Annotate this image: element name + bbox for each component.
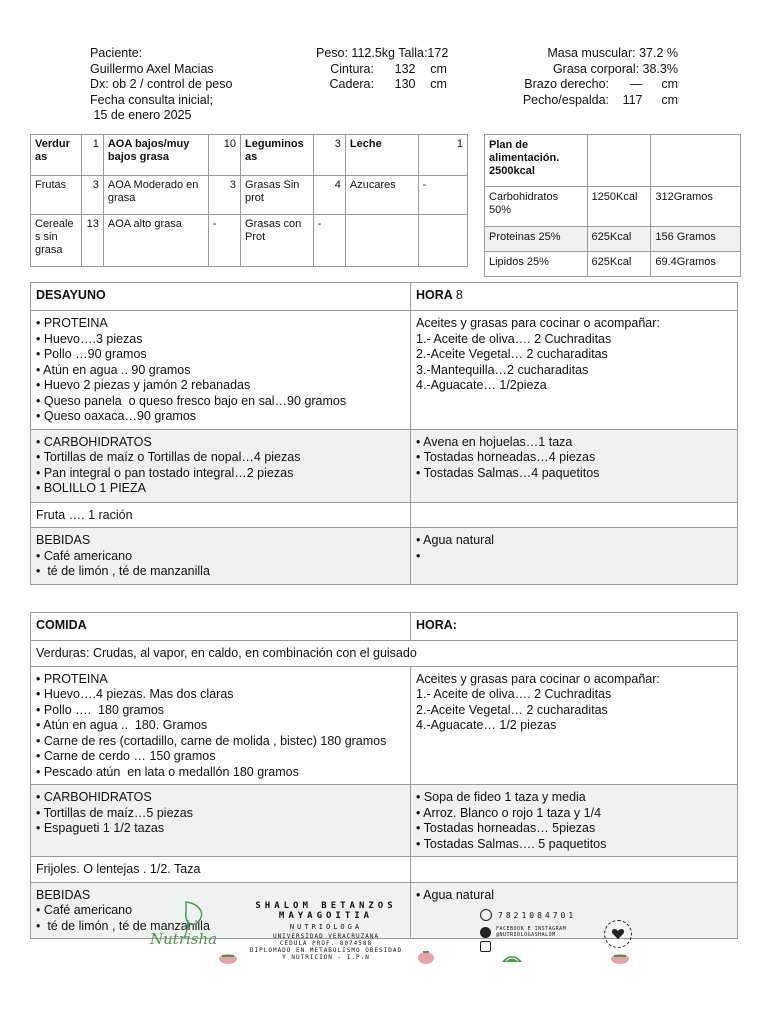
food-groups-row bbox=[31, 135, 468, 176]
group-count: 3 bbox=[208, 176, 240, 215]
plan-empty-cell bbox=[651, 135, 741, 187]
group-name: AOA Moderado en grasa bbox=[103, 176, 208, 215]
social-text bbox=[496, 926, 566, 938]
list-item: • Huevo….4 piezas. Mas dos claras bbox=[36, 687, 234, 701]
weight-height: Peso: 112.5kg Talla:172 bbox=[316, 46, 449, 60]
lunch-protein-row bbox=[31, 666, 738, 785]
list-item: • CARBOHIDRATOS bbox=[36, 790, 152, 804]
macro-grams: 69.4Gramos bbox=[651, 252, 741, 277]
diagnosis: Dx: ob 2 / control de peso bbox=[90, 77, 233, 91]
empty-cell bbox=[411, 857, 738, 883]
group-name: Leguminos as bbox=[241, 135, 314, 176]
body-measures bbox=[316, 46, 456, 93]
group-name: Grasas con Prot bbox=[241, 215, 314, 267]
breakfast-water-list bbox=[411, 528, 738, 585]
list-item: • Sopa de fideo 1 taza y media bbox=[416, 790, 586, 804]
macro-grams: 156 Gramos bbox=[651, 227, 741, 252]
group-name: AOA alto grasa bbox=[103, 215, 208, 267]
macro-name: Carbohidratos 50% bbox=[485, 187, 588, 227]
waist-value: 132 bbox=[394, 61, 416, 76]
nutrition-logo bbox=[148, 898, 218, 960]
chest-row bbox=[498, 93, 678, 109]
arm-unit: cm bbox=[661, 77, 678, 91]
list-item: • BOLILLO 1 PIEZA bbox=[36, 481, 146, 495]
list-item: • Café americano bbox=[36, 903, 133, 917]
list-item: • Pescado atún en lata o medallón 180 gramos bbox=[36, 764, 299, 779]
food-groups-row bbox=[31, 176, 468, 215]
breakfast-time bbox=[411, 283, 738, 311]
lunch-water: • Agua natural bbox=[411, 882, 738, 939]
body-composition bbox=[498, 46, 678, 108]
group-count: 3 bbox=[82, 176, 103, 215]
breakfast-protein-list bbox=[31, 311, 411, 430]
lunch-beans: Frijoles. O lentejas . 1/2. Taza bbox=[31, 857, 411, 883]
waist-unit: cm bbox=[430, 61, 447, 76]
breakfast-time-label: HORA bbox=[416, 288, 453, 302]
list-item: • Huevo 2 piezas y jamón 2 rebanadas bbox=[36, 378, 251, 392]
list-item: 2.-Aceite Vegetal… 2 cucharaditas bbox=[416, 702, 608, 717]
lunch-beans-row bbox=[31, 857, 738, 883]
breakfast-carbs-row bbox=[31, 429, 738, 502]
facebook-icon bbox=[480, 927, 491, 938]
macro-name: Proteinas 25% bbox=[485, 227, 588, 252]
list-item: • Tostadas Salmas…. 5 paquetitos bbox=[416, 836, 607, 851]
group-count: 1 bbox=[418, 135, 468, 176]
list-item: • PROTEINA bbox=[36, 316, 108, 330]
group-count bbox=[418, 215, 468, 267]
lunch-vegetables: Verduras: Crudas, al vapor, en caldo, en combinación con el guisado bbox=[31, 641, 738, 667]
social-label: FACEBOOK E INSTAGRAM bbox=[496, 926, 567, 932]
group-count: 3 bbox=[313, 135, 345, 176]
list-item: Aceites y grasas para cocinar o acompañar: bbox=[416, 671, 660, 686]
lunch-carbs-row bbox=[31, 785, 738, 857]
list-item: • Espagueti 1 1/2 tazas bbox=[36, 821, 165, 835]
fruit-decoration-icon bbox=[500, 952, 524, 964]
fruit-decoration-icon bbox=[608, 950, 632, 964]
hip-row bbox=[316, 77, 456, 93]
list-item: BEBIDAS bbox=[36, 533, 91, 547]
list-item: • Tortillas de maíz o Tortillas de nopal…4 piezas bbox=[36, 450, 301, 464]
food-groups-row bbox=[31, 215, 468, 267]
heart-icon bbox=[605, 921, 631, 947]
diploma-line-2: Y NUTRICION - I.P.N bbox=[282, 954, 370, 961]
list-item: • Tostadas horneadas… 5piezas bbox=[416, 821, 596, 835]
breakfast-protein-row bbox=[31, 311, 738, 430]
hip-value: 130 bbox=[394, 77, 416, 91]
list-item: • Agua natural bbox=[416, 533, 495, 547]
list-item: Aceites y grasas para cocinar o acompañar: bbox=[416, 316, 660, 330]
lunch-table bbox=[30, 612, 738, 939]
nutritionist-profession: NUTRIOLOGA bbox=[289, 923, 363, 931]
arm-label: Brazo derecho: bbox=[524, 77, 610, 91]
plan-header-row bbox=[485, 135, 741, 187]
breakfast-drinks-list bbox=[31, 528, 411, 585]
patient-name: Guillermo Axel Macias bbox=[90, 61, 214, 76]
muscle-mass: Masa muscular: 37.2 % bbox=[547, 46, 678, 60]
macro-kcal: 625Kcal bbox=[587, 227, 651, 252]
social-handle: @NUTRIOLOGASHALOM bbox=[496, 932, 556, 938]
lunch-time-label: HORA: bbox=[411, 613, 738, 641]
list-item: • Tostadas horneadas…4 piezas bbox=[416, 450, 596, 464]
breakfast-carbs-list bbox=[31, 429, 411, 502]
group-count: - bbox=[208, 215, 240, 267]
waist-row bbox=[316, 62, 456, 78]
diploma: DIPLOMADO EN METABOLISMO OBESIDAD bbox=[249, 947, 403, 954]
leaf-logo-icon bbox=[148, 898, 218, 960]
breakfast-title: DESAYUNO bbox=[31, 283, 411, 311]
whatsapp-icon bbox=[480, 909, 492, 921]
group-name: AOA bajos/muy bajos grasa bbox=[103, 135, 208, 176]
group-count: - bbox=[313, 215, 345, 267]
empty-cell bbox=[411, 502, 738, 528]
breakfast-drinks-row bbox=[31, 528, 738, 585]
list-item: • CARBOHIDRATOS bbox=[36, 434, 152, 449]
breakfast-fruit-row bbox=[31, 502, 738, 528]
logo-text: Nutrishal bbox=[150, 930, 218, 948]
list-item: • Carne de cerdo … 150 gramos bbox=[36, 749, 216, 763]
list-item: 1.- Aceite de oliva…. 2 Cuchraditas bbox=[416, 687, 612, 701]
group-count: 1 bbox=[82, 135, 103, 176]
chest-unit: cm bbox=[661, 92, 678, 107]
group-name: Cereale s sin grasa bbox=[31, 215, 82, 267]
plan-row bbox=[485, 187, 741, 227]
nutritionist-info bbox=[222, 901, 430, 961]
list-item: • Arroz. Blanco o rojo 1 taza y 1/4 bbox=[416, 805, 602, 820]
list-item: • Queso panela o queso fresco bajo en sal…90 gramos bbox=[36, 393, 347, 408]
list-item: • Café americano bbox=[36, 548, 133, 563]
plan-empty-cell bbox=[587, 135, 651, 187]
lunch-protein-list bbox=[31, 666, 411, 785]
phone-number: 7821084701 bbox=[498, 910, 577, 920]
plan-row bbox=[485, 227, 741, 252]
group-count: - bbox=[418, 176, 468, 215]
list-item: 2.-Aceite Vegetal… 2 cucharaditas bbox=[416, 347, 608, 361]
list-item: 1.- Aceite de oliva…. 2 Cuchraditas bbox=[416, 331, 612, 346]
fruit-decoration-icon bbox=[414, 948, 438, 964]
group-name: Leche bbox=[345, 135, 418, 176]
list-item: • té de limón , té de manzanilla bbox=[36, 564, 210, 578]
list-item: 3.-Mantequilla…2 cucharaditas bbox=[416, 362, 589, 377]
list-item: BEBIDAS bbox=[36, 887, 91, 902]
list-item: 4.-Aguacate… 1/2 piezas bbox=[416, 718, 557, 732]
list-item: • Atún en agua .. 180. Gramos bbox=[36, 718, 208, 732]
arm-row bbox=[498, 77, 678, 93]
macro-kcal: 625Kcal bbox=[587, 252, 651, 277]
hip-label: Cadera: bbox=[329, 77, 374, 91]
nutritionist-name: SHALOM BETANZOS MAYAGOITIA bbox=[255, 901, 397, 921]
group-name: Verdur as bbox=[31, 135, 82, 176]
list-item: • Queso oaxaca…90 gramos bbox=[36, 409, 197, 423]
hip-unit: cm bbox=[430, 77, 447, 91]
plan-table bbox=[484, 134, 741, 277]
lunch-carb-options bbox=[411, 785, 738, 857]
group-name: Grasas Sin prot bbox=[241, 176, 314, 215]
list-item: • té de limón , té de manzanilla bbox=[36, 918, 210, 933]
list-item: • bbox=[416, 548, 421, 563]
arm-value: — bbox=[630, 77, 643, 91]
breakfast-fats-list bbox=[411, 311, 738, 430]
lunch-title: COMIDA bbox=[31, 613, 411, 641]
group-name: Azucares bbox=[345, 176, 418, 215]
breakfast-time-value: 8 bbox=[455, 288, 463, 302]
chest-label: Pecho/espalda: bbox=[522, 92, 610, 107]
list-item: 4.-Aguacate… 1/2pieza bbox=[416, 378, 547, 392]
group-count: 13 bbox=[82, 215, 103, 267]
list-item: • Atún en agua .. 90 gramos bbox=[36, 362, 191, 377]
breakfast-header bbox=[31, 283, 738, 311]
list-item: • Pollo …. 180 gramos bbox=[36, 702, 165, 717]
fruit-decoration-icon bbox=[216, 950, 240, 964]
chest-value: 117 bbox=[622, 92, 643, 107]
group-name: Frutas bbox=[31, 176, 82, 215]
instagram-icon bbox=[480, 941, 491, 952]
phone-row bbox=[480, 908, 630, 922]
patient-label: Paciente: bbox=[90, 46, 143, 60]
group-count: 10 bbox=[208, 135, 240, 176]
body-fat: Grasa corporal: 38.3% bbox=[552, 61, 678, 76]
macro-kcal: 1250Kcal bbox=[587, 187, 651, 227]
breakfast-table bbox=[30, 282, 738, 585]
plan-row bbox=[485, 252, 741, 277]
university: UNIVERSIDAD VERACRUZANA bbox=[272, 933, 380, 940]
consult-date: 15 de enero 2025 bbox=[90, 108, 192, 122]
plan-title: Plan de alimentación. 2500kcal bbox=[485, 135, 588, 187]
lunch-vegetables-row bbox=[31, 641, 738, 667]
breakfast-fruit: Fruta …. 1 ración bbox=[31, 502, 411, 528]
list-item: • Carne de res (cortadillo, carne de molida , bistec) 180 gramos bbox=[36, 733, 387, 748]
cedula: CEDULA PROF. 8074588 bbox=[279, 940, 373, 947]
lunch-fats-list bbox=[411, 666, 738, 785]
list-item: • PROTEINA bbox=[36, 671, 108, 686]
list-item: • Huevo….3 piezas bbox=[36, 331, 143, 346]
macro-grams: 312Gramos bbox=[651, 187, 741, 227]
list-item: • Tostadas Salmas…4 paquetitos bbox=[416, 465, 600, 480]
waist-label: Cintura: bbox=[330, 61, 374, 76]
consult-date-label: Fecha consulta inicial; bbox=[90, 92, 213, 107]
heart-badge-icon bbox=[604, 920, 632, 948]
breakfast-carb-options bbox=[411, 429, 738, 502]
group-name bbox=[345, 215, 418, 267]
list-item: • Pan integral o pan tostado integral…2 piezas bbox=[36, 465, 294, 480]
lunch-carbs-list bbox=[31, 785, 411, 857]
list-item: • Avena en hojuelas…1 taza bbox=[416, 434, 573, 449]
list-item: • Pollo …90 gramos bbox=[36, 347, 147, 361]
macro-name: Lipidos 25% bbox=[485, 252, 588, 277]
group-count: 4 bbox=[313, 176, 345, 215]
patient-info bbox=[90, 46, 232, 124]
list-item: • Tortillas de maíz…5 piezas bbox=[36, 805, 193, 820]
food-groups-table bbox=[30, 134, 468, 267]
lunch-header bbox=[31, 613, 738, 641]
